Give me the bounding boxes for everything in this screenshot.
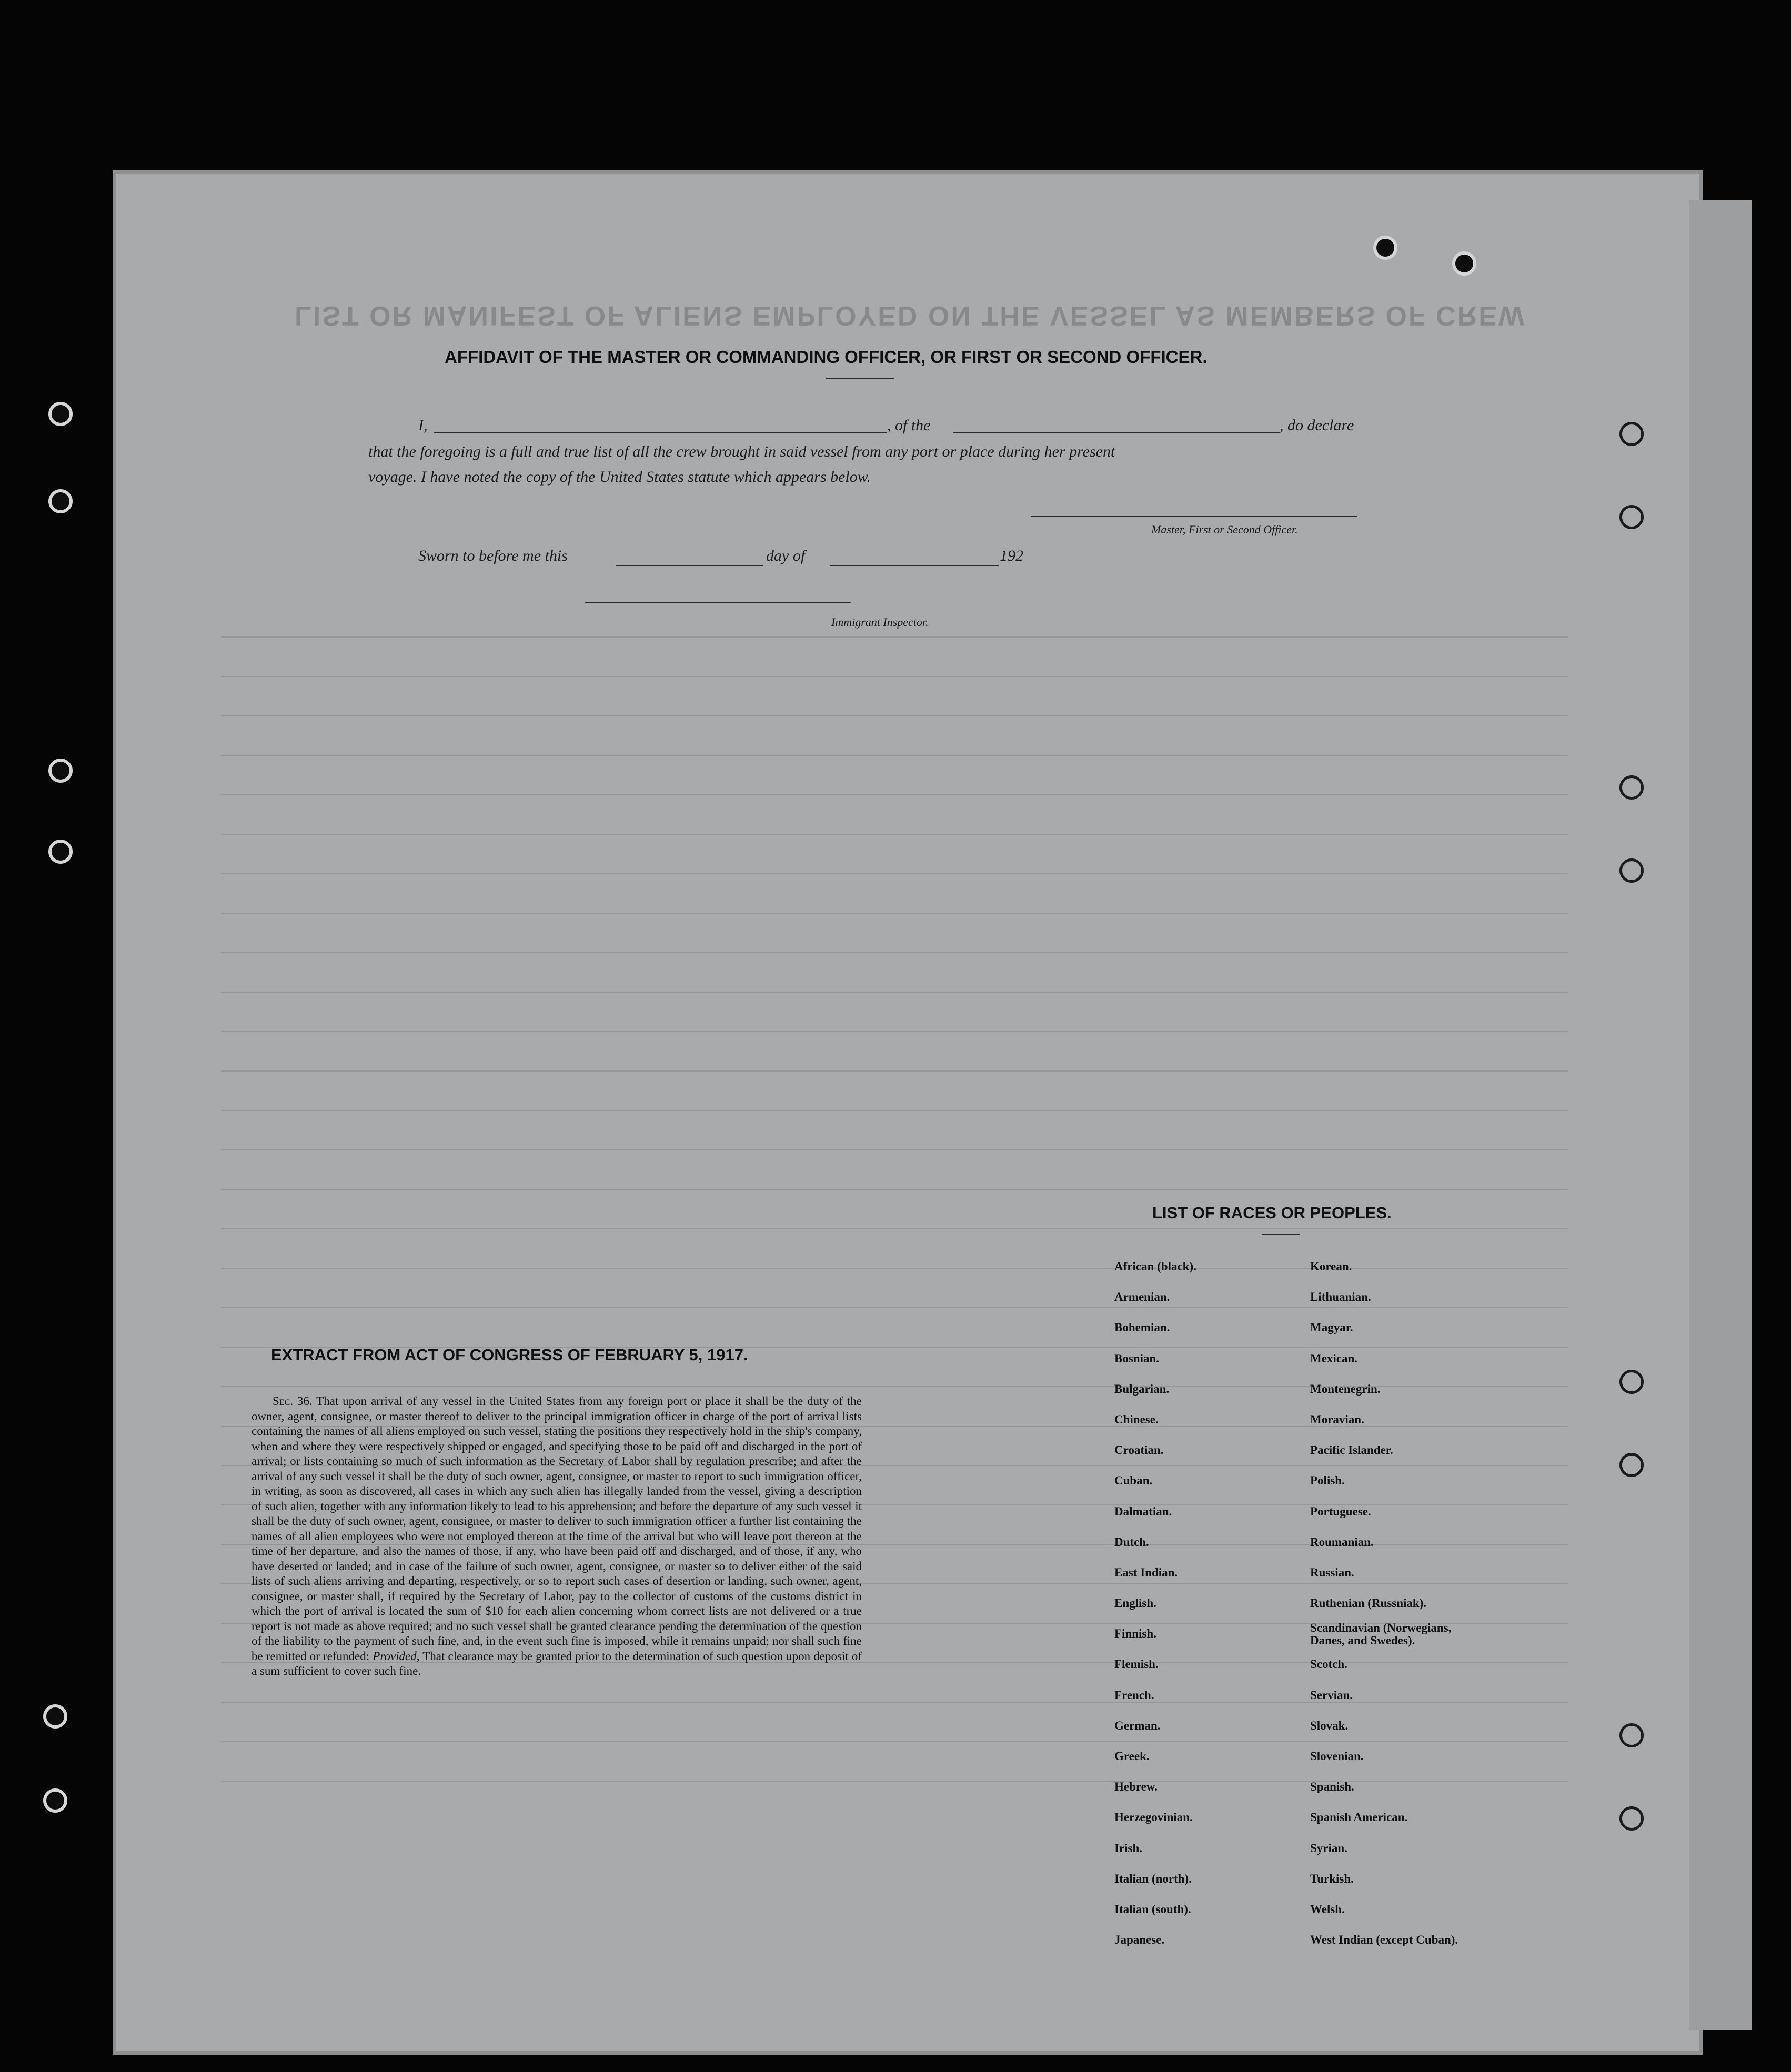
- race-item: Polish.: [1310, 1474, 1345, 1488]
- race-item: Magyar.: [1310, 1321, 1353, 1335]
- races-right-column: [1310, 1251, 1468, 1955]
- ring-hole: [1619, 1453, 1644, 1477]
- race-item: Scandinavian (Norwegians, Danes, and Swedes).: [1310, 1621, 1452, 1648]
- provided-word: Provided,: [373, 1649, 420, 1663]
- race-item: Welsh.: [1310, 1902, 1345, 1916]
- race-item: Portuguese.: [1310, 1504, 1371, 1518]
- race-item: West Indian (except Cuban).: [1310, 1933, 1458, 1947]
- affidavit-line3: voyage. I have noted the copy of the United States statute which appears below.: [368, 468, 871, 486]
- races-title: LIST OF RACES OR PEOPLES.: [1152, 1204, 1392, 1222]
- race-item: Lithuanian.: [1310, 1290, 1371, 1304]
- punch-hole: [48, 840, 73, 864]
- statute-body-2: That clearance may be granted prior to the determination of such question upon deposit of a sum sufficient to cover such fine.: [251, 1649, 862, 1677]
- race-item: French.: [1114, 1688, 1154, 1702]
- race-item: Armenian.: [1114, 1290, 1170, 1304]
- race-item: English.: [1114, 1596, 1156, 1610]
- race-item: Servian.: [1310, 1688, 1353, 1702]
- under-sheet-edge: [1689, 200, 1752, 2030]
- statute-text: [251, 1394, 862, 1679]
- punch-hole: [43, 1704, 67, 1729]
- race-item: Korean.: [1310, 1260, 1352, 1273]
- race-item: Moravian.: [1310, 1412, 1364, 1426]
- vessel-blank: [953, 432, 1280, 433]
- punch-hole: [48, 489, 73, 513]
- race-item: Roumanian.: [1310, 1535, 1374, 1549]
- race-item: Ruthenian (Russniak).: [1310, 1596, 1427, 1610]
- race-item: Greek.: [1114, 1750, 1150, 1763]
- name-blank: [434, 432, 887, 433]
- race-item: Syrian.: [1310, 1841, 1347, 1855]
- ring-hole: [1619, 775, 1644, 800]
- race-item: Montenegrin.: [1310, 1382, 1381, 1396]
- race-item: German.: [1114, 1719, 1161, 1732]
- race-item: Pacific Islander.: [1310, 1443, 1393, 1457]
- signature-blank: [1031, 516, 1357, 517]
- affidavit-title: AFFIDAVIT OF THE MASTER OR COMMANDING OFFICER, OR FIRST OR SECOND OFFICER.: [445, 347, 1208, 367]
- race-item: Turkish.: [1310, 1872, 1354, 1885]
- race-item: Bosnian.: [1114, 1351, 1160, 1365]
- race-item: Croatian.: [1114, 1443, 1164, 1457]
- race-item: Finnish.: [1114, 1627, 1156, 1641]
- month-blank: [830, 565, 999, 566]
- punch-hole: [1373, 236, 1397, 260]
- inspector-blank: [585, 602, 851, 603]
- race-item: Bohemian.: [1114, 1321, 1170, 1335]
- race-item: Bulgarian.: [1114, 1382, 1170, 1396]
- title-rule: [826, 378, 894, 379]
- ring-hole: [1619, 422, 1644, 446]
- race-item: Mexican.: [1310, 1351, 1358, 1365]
- race-item: Russian.: [1310, 1565, 1354, 1579]
- race-item: Hebrew.: [1114, 1780, 1158, 1794]
- affidavit-line2: that the foregoing is a full and true list of all the crew brought in said vessel from any port or place during her present: [368, 443, 1115, 460]
- extract-title: EXTRACT FROM ACT OF CONGRESS OF FEBRUARY 5, 1917.: [271, 1346, 748, 1364]
- ring-hole: [1619, 505, 1644, 529]
- signature-caption: Master, First or Second Officer.: [1151, 523, 1298, 536]
- race-item: Irish.: [1114, 1841, 1143, 1855]
- race-item: Dalmatian.: [1114, 1504, 1172, 1518]
- race-item: Slovak.: [1310, 1719, 1349, 1732]
- year-text: 192: [1000, 547, 1023, 564]
- race-item: African (black).: [1114, 1260, 1196, 1273]
- statute-body-1: That upon arrival of any vessel in the United States from any foreign port or place it shall be the duty of the owner, agent, consignee, or master thereof to deliver to the principal immigration officer in charge of the port of arrival lists containing the names of all aliens employed on such vessel, stating the positions they respectively hold in the ship's company, when and where they were respectively shipped or engaged, and specifying those to be paid off and discharged in the port of arrival; or lists containing so much of such information as the Secretary of Labor shall by regulation prescribe; and after the arrival of any such vessel it shall be the duty of such owner, agent, consignee, or master to report to such immigration officer, in writing, as soon as discovered, all cases in which any such alien has illegally landed from the vessel, giving a description of such alien, together with any information likely to lead to his apprehension; and before the departure of any such vessel it shall be the duty of such owner, agent, consignee, or master to deliver to such immigration officer a further list containing the names of all alien employees who were not employed thereon at the time of the arrival but who will leave port thereon at the time of her departure, and also the names of those, if any, who have been paid off and discharged, and of those, if any, who have deserted or landed; and in case of the failure of such owner, agent, consignee, or master so to deliver either of the said lists of such aliens arriving and departing, respectively, or so to report such cases of desertion or landing, such owner, agent, consignee, or master shall, if required by the Secretary of Labor, pay to the collector of customs of the customs district in which the port of arrival is located the sum of $10 for each alien concerning whom correct lists are not delivered or a true report is not made as above required; and no such vessel shall be granted clearance pending the determination of the question of the liability to the payment of such fine, and, in the event such fine is imposed, while it remains unpaid; nor shall such fine be remitted or refunded:: [251, 1394, 862, 1663]
- ring-hole: [1619, 1723, 1644, 1747]
- race-item: Spanish.: [1310, 1780, 1354, 1794]
- day-of-text: day of: [766, 547, 806, 564]
- punch-hole: [48, 402, 73, 426]
- day-blank: [616, 565, 763, 566]
- races-left-column: [1114, 1251, 1196, 1955]
- race-item: Flemish.: [1114, 1657, 1159, 1671]
- affidavit-declare: , do declare: [1280, 417, 1354, 434]
- section-label: Sec. 36.: [273, 1394, 313, 1408]
- punch-hole: [1452, 251, 1476, 276]
- race-item: Japanese.: [1114, 1933, 1165, 1947]
- race-item: Dutch.: [1114, 1535, 1149, 1549]
- ring-hole: [1619, 858, 1644, 883]
- inspector-caption: Immigrant Inspector.: [831, 615, 929, 629]
- race-item: East Indian.: [1114, 1565, 1178, 1579]
- race-item: Italian (north).: [1114, 1872, 1192, 1885]
- ring-hole: [1619, 1806, 1644, 1831]
- race-item: Herzegovinian.: [1114, 1811, 1193, 1824]
- race-item: Italian (south).: [1114, 1902, 1191, 1916]
- races-rule: [1262, 1234, 1300, 1235]
- race-item: Slovenian.: [1310, 1750, 1364, 1763]
- sworn-text: Sworn to before me this: [418, 547, 568, 564]
- race-item: Spanish American.: [1310, 1811, 1408, 1824]
- affidavit-of-the: , of the: [887, 417, 931, 434]
- affidavit-i: I,: [418, 417, 428, 434]
- race-item: Chinese.: [1114, 1412, 1159, 1426]
- race-item: Cuban.: [1114, 1474, 1153, 1488]
- punch-hole: [43, 1788, 67, 1813]
- punch-hole: [48, 759, 73, 783]
- bleed-through-header: LIST OR MANIFEST OF ALIENS EMPLOYED ON THE VESSEL AS MEMBERS OF CREW: [295, 300, 1526, 331]
- race-item: Scotch.: [1310, 1657, 1347, 1671]
- ring-hole: [1619, 1370, 1644, 1394]
